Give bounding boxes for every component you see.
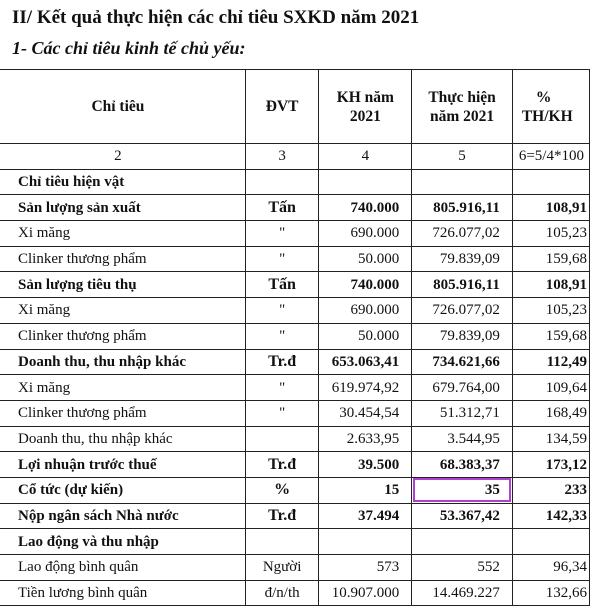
row-actual-value: 805.916,11 (412, 195, 513, 221)
table-row (0, 272, 590, 298)
row-plan-value: 30.454,54 (319, 400, 412, 426)
row-unit: Tr.đ (245, 349, 319, 375)
row-actual-value: 734.621,66 (412, 349, 513, 375)
row-percent-value: 142,33 (512, 503, 589, 529)
row-indicator-name: Lao động và thu nhập (0, 529, 245, 555)
table-row (0, 452, 590, 478)
row-percent-value: 108,91 (512, 272, 589, 298)
row-percent-value: 233 (512, 477, 589, 503)
table-row (0, 375, 590, 401)
row-indicator-name: Cổ tức (dự kiến) (0, 477, 245, 503)
row-percent-value: 96,34 (512, 555, 589, 581)
colnum: 3 (245, 144, 319, 170)
row-unit: Người (245, 555, 319, 581)
row-indicator-name: Xi măng (0, 375, 245, 401)
row-plan-value (319, 169, 412, 195)
row-percent-value: 159,68 (512, 323, 589, 349)
row-plan-value: 740.000 (319, 272, 412, 298)
table-row (0, 298, 590, 324)
row-plan-value: 690.000 (319, 221, 412, 247)
row-indicator-name: Doanh thu, thu nhập khác (0, 349, 245, 375)
row-percent-value: 173,12 (512, 452, 589, 478)
row-actual-value (412, 529, 513, 555)
row-percent-value (512, 529, 589, 555)
row-plan-value: 10.907.000 (319, 580, 412, 606)
row-plan-value: 50.000 (319, 323, 412, 349)
header-percent-line1: % (535, 88, 552, 106)
row-indicator-name: Xi măng (0, 298, 245, 324)
header-plan-line1: KH năm (336, 88, 394, 106)
table-row (0, 195, 590, 221)
row-indicator-name: Lao động bình quân (0, 555, 245, 581)
row-actual-value: 51.312,71 (412, 400, 513, 426)
row-actual-value: 79.839,09 (412, 323, 513, 349)
row-plan-value: 653.063,41 (319, 349, 412, 375)
colnum: 6=5/4*100 (512, 144, 589, 170)
row-plan-value: 50.000 (319, 246, 412, 272)
table-row (0, 246, 590, 272)
row-plan-value: 573 (319, 555, 412, 581)
row-plan-value: 690.000 (319, 298, 412, 324)
row-percent-value: 109,64 (512, 375, 589, 401)
header-percent-line2: TH/KH (521, 107, 573, 125)
header-actual-line2: năm 2021 (429, 107, 495, 125)
table-row (0, 349, 590, 375)
row-unit: " (245, 246, 319, 272)
colnum: 4 (319, 144, 412, 170)
row-unit: " (245, 221, 319, 247)
table-row (0, 555, 590, 581)
row-plan-value (319, 529, 412, 555)
row-actual-value: 14.469.227 (412, 580, 513, 606)
header-plan-line2: 2021 (349, 107, 381, 125)
row-percent-value: 108,91 (512, 195, 589, 221)
indicators-table (0, 69, 590, 606)
row-percent-value: 112,49 (512, 349, 589, 375)
row-plan-value: 39.500 (319, 452, 412, 478)
table-row (0, 169, 590, 195)
header-percent (512, 70, 589, 144)
table-row (0, 221, 590, 247)
header-actual (412, 70, 513, 144)
row-plan-value: 37.494 (319, 503, 412, 529)
row-unit: " (245, 375, 319, 401)
table-row (0, 426, 590, 452)
table-header-row (0, 70, 590, 144)
colnum: 2 (0, 144, 245, 170)
colnum: 5 (412, 144, 513, 170)
row-indicator-name: Clinker thương phẩm (0, 246, 245, 272)
row-percent-value: 168,49 (512, 400, 589, 426)
row-plan-value: 740.000 (319, 195, 412, 221)
row-plan-value: 619.974,92 (319, 375, 412, 401)
table-row (0, 400, 590, 426)
row-actual-value: 726.077,02 (412, 298, 513, 324)
row-indicator-name: Tiền lương bình quân (0, 580, 245, 606)
row-actual-value: 552 (412, 555, 513, 581)
row-plan-value: 2.633,95 (319, 426, 412, 452)
header-unit: ĐVT (245, 70, 319, 144)
row-actual-value: 726.077,02 (412, 221, 513, 247)
row-unit: Tấn (245, 272, 319, 298)
column-number-row (0, 144, 590, 170)
table-row (0, 580, 590, 606)
row-actual-value: 35 (412, 477, 513, 503)
row-unit (245, 529, 319, 555)
header-indicator: Chỉ tiêu (0, 70, 245, 144)
row-plan-value: 15 (319, 477, 412, 503)
row-actual-value: 53.367,42 (412, 503, 513, 529)
row-unit: đ/n/th (245, 580, 319, 606)
row-percent-value: 132,66 (512, 580, 589, 606)
indicators-table-body (0, 70, 590, 606)
row-unit: " (245, 400, 319, 426)
row-indicator-name: Clinker thương phẩm (0, 400, 245, 426)
row-indicator-name: Sản lượng tiêu thụ (0, 272, 245, 298)
row-percent-value: 134,59 (512, 426, 589, 452)
table-row (0, 503, 590, 529)
row-indicator-name: Clinker thương phẩm (0, 323, 245, 349)
table-row (0, 529, 590, 555)
row-unit: % (245, 477, 319, 503)
row-indicator-name: Doanh thu, thu nhập khác (0, 426, 245, 452)
row-percent-value: 105,23 (512, 298, 589, 324)
section-subtitle: 1- Các chỉ tiêu kinh tế chủ yếu: (12, 38, 246, 58)
row-actual-value: 805.916,11 (412, 272, 513, 298)
row-indicator-name: Nộp ngân sách Nhà nước (0, 503, 245, 529)
row-unit (245, 169, 319, 195)
row-indicator-name: Lợi nhuận trước thuế (0, 452, 245, 478)
row-unit: " (245, 298, 319, 324)
row-unit (245, 426, 319, 452)
row-actual-value: 3.544,95 (412, 426, 513, 452)
row-actual-value: 79.839,09 (412, 246, 513, 272)
row-actual-value: 679.764,00 (412, 375, 513, 401)
row-unit: Tr.đ (245, 452, 319, 478)
row-unit: Tấn (245, 195, 319, 221)
row-percent-value: 159,68 (512, 246, 589, 272)
row-actual-value (412, 169, 513, 195)
header-plan (319, 70, 412, 144)
section-title: II/ Kết quả thực hiện các chỉ tiêu SXKD năm 2021 (12, 7, 420, 28)
table-row (0, 477, 590, 503)
row-indicator-name: Sản lượng sản xuất (0, 195, 245, 221)
row-unit: Tr.đ (245, 503, 319, 529)
row-percent-value (512, 169, 589, 195)
row-percent-value: 105,23 (512, 221, 589, 247)
row-indicator-name: Chỉ tiêu hiện vật (0, 169, 245, 195)
header-actual-line1: Thực hiện (428, 88, 496, 106)
row-indicator-name: Xi măng (0, 221, 245, 247)
row-actual-value: 68.383,37 (412, 452, 513, 478)
table-row (0, 323, 590, 349)
row-unit: " (245, 323, 319, 349)
